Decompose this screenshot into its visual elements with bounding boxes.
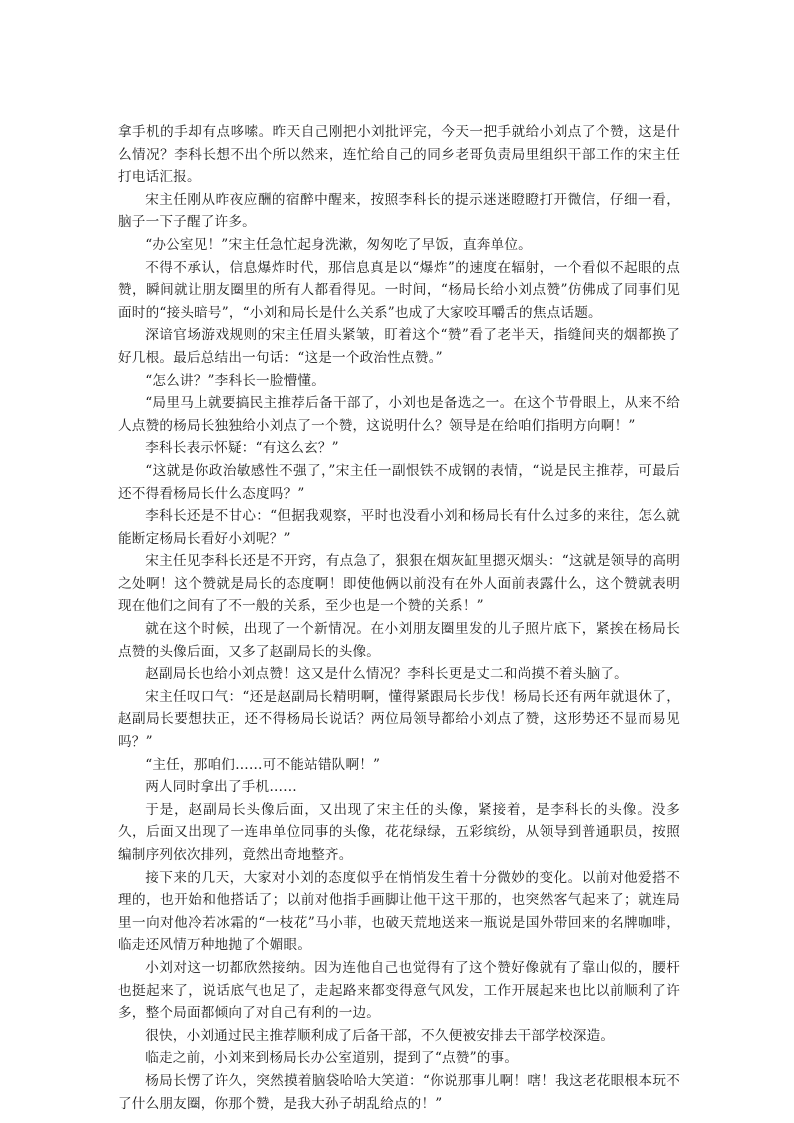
paragraph-9: “这就是你政治敏感性不强了，”宋主任一副恨铁不成钢的表情，“说是民主推荐，可最后还不得看杨局长什么态度吗？” [118, 462, 680, 502]
paragraph-17: 于是，赵副局长头像后面，又出现了宋主任的头像，紧接着，是李科长的头像。没多久，后面又出现了一连串单位同事的头像，花花绿绿，五彩缤纷，从领导到普通职员，按照编制序列依次排列，竟然出奇地整齐。 [118, 801, 680, 863]
paragraph-12: 就在这个时候，出现了一个新情况。在小刘朋友圈里发的儿子照片底下，紧挨在杨局长点赞的头像后面，又多了赵副局长的头像。 [118, 621, 680, 660]
paragraph-5: 深谙官场游戏规则的宋主任眉头紧皱，盯着这个“赞”看了老半天，指缝间夹的烟都换了好几根。最后总结出一句话：“这是一个政治性点赞。” [118, 327, 680, 366]
paragraph-20: 很快，小刘通过民主推荐顺利成了后备干部，不久便被安排去干部学校深造。 [145, 1027, 615, 1044]
paragraph-19: 小刘对这一切都欣然接纳。因为连他自己也觉得有了这个赞好像就有了靠山似的，腰杆也挺起来了，说话底气也足了，走起路来都变得意气风发，工作开展起来也比以前顺利了许多，整个局面都倾向了对自己有利的一边。 [118, 959, 680, 1022]
paragraph-7: “局里马上就要搞民主推荐后备干部了，小刘也是备选之一。在这个节骨眼上，从来不给人点赞的杨局长独独给小刘点了一个赞，这说明什么？领导是在给咱们指明方向啊！” [118, 395, 680, 434]
paragraph-11: 宋主任见李科长还是不开窍，有点急了，狠狠在烟灰缸里摁灭烟头：“这就是领导的高明之处啊！这个赞就是局长的态度啊！即使他俩以前没有在外人面前表露什么，这个赞就表明现在他们之间有了不一般的关系，至少也是一个赞的关系！” [118, 553, 680, 615]
paragraph-21: 临走之前，小刘来到杨局长办公室道别，提到了“点赞”的事。 [145, 1050, 519, 1067]
paragraph-14: 宋主任叹口气：“还是赵副局长精明啊，懂得紧跟局长步伐！杨局长还有两年就退休了，赵副局长要想扶正，还不得杨局长说话？两位局领导都给小刘点了赞，这形势还不显而易见吗？” [118, 688, 680, 751]
paragraph-6: “怎么讲？”李科长一脸懵懂。 [145, 372, 326, 389]
paragraph-13: 赵副局长也给小刘点赞！这又是什么情况？李科长更是丈二和尚摸不着头脑了。 [145, 666, 628, 683]
paragraph-3: “办公室见！”宋主任急忙起身洗漱，匆匆吃了早饭，直奔单位。 [145, 236, 532, 253]
paragraph-2: 宋主任刚从昨夜应酬的宿醉中醒来，按照李科长的提示迷迷瞪瞪打开微信，仔细一看，脑子一下子醒了许多。 [118, 191, 680, 231]
paragraph-4: 不得不承认，信息爆炸时代，那信息真是以“爆炸”的速度在辐射，一个看似不起眼的点赞，瞬间就让朋友圈里的所有人都看得见。一时间，“杨局长给小刘点赞”仿佛成了同事们见面时的“接头暗号”，“小刘和局长是什么关系”也成了大家咬耳嚼舌的焦点话题。 [118, 259, 680, 321]
paragraph-1: 拿手机的手却有点哆嗦。昨天自己刚把小刘批评完，今天一把手就给小刘点了个赞，这是什么情况？李科长想不出个所以然来，连忙给自己的同乡老哥负责局里组织干部工作的宋主任打电话汇报。 [118, 124, 680, 186]
paragraph-8: 李科长表示怀疑：“有这么玄？” [145, 440, 339, 457]
paragraph-18: 接下来的几天，大家对小刘的态度似乎在悄悄发生着十分微妙的变化。以前对他爱搭不理的，也开始和他搭话了；以前对他指手画脚让他干这干那的，也突然客气起来了；就连局里一向对他冷若冰霜的“一枝花”马小菲，也破天荒地送来一瓶说是国外带回来的名牌咖啡，临走还风情万种地抛了个媚眼。 [118, 869, 680, 954]
paragraph-16: 两人同时拿出了手机…… [145, 779, 297, 796]
paragraph-22: 杨局长愣了许久，突然摸着脑袋哈哈大笑道：“你说那事儿啊！嗐！我这老花眼根本玩不了什么朋友圈，你那个赞，是我大孙子胡乱给点的！” [118, 1072, 680, 1112]
document-body [118, 121, 680, 1115]
paragraph-10: 李科长还是不甘心：“但据我观察，平时也没看小刘和杨局长有什么过多的来往，怎么就能断定杨局长看好小刘呢？” [118, 508, 680, 547]
paragraph-15: “主任，那咱们……可不能站错队啊！” [145, 756, 381, 773]
